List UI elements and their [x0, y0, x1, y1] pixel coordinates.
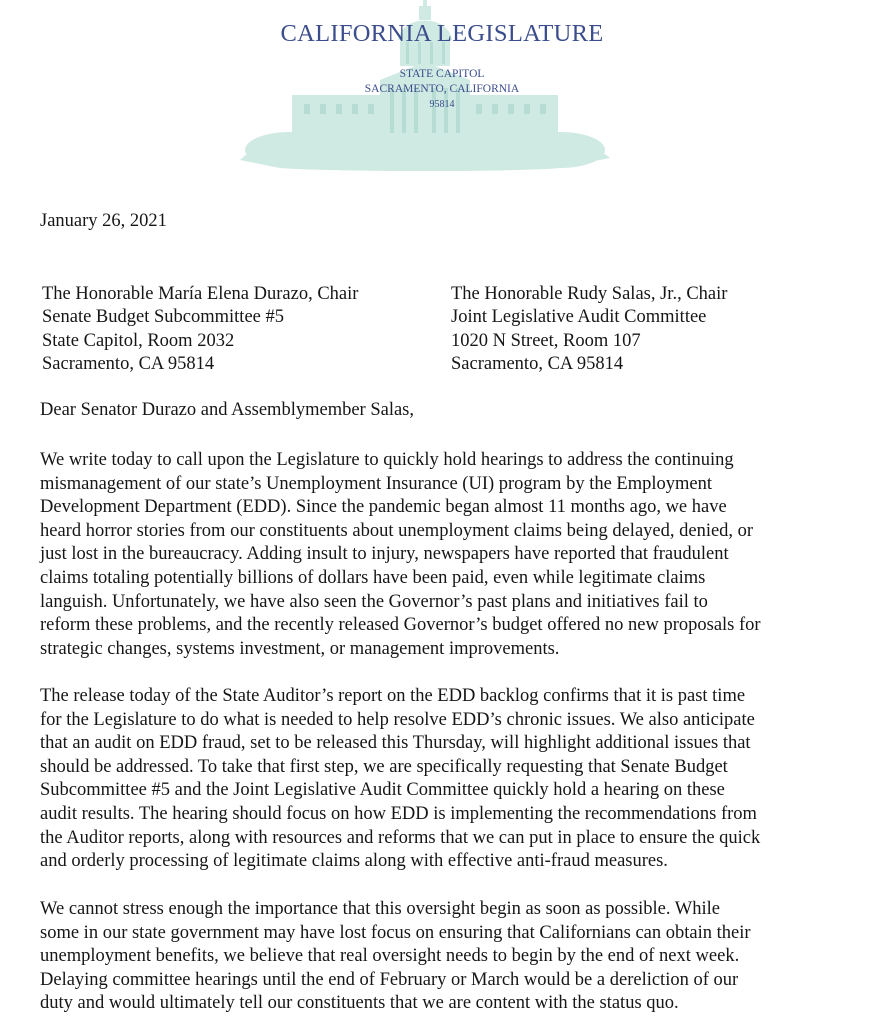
- paragraph-line: Development Department (EDD). Since the pandemic began almost 11 months ago, we have: [40, 497, 727, 518]
- paragraph-line: Delaying committee hearings until the end of February or March would be a dereliction of our: [40, 969, 739, 990]
- paragraph-line: and orderly processing of legitimate claims along with effective anti-fraud measures.: [40, 851, 668, 872]
- recipient-line: The Honorable María Elena Durazo, Chair: [42, 284, 359, 304]
- paragraph-line: for the Legislature to do what is needed to help resolve EDD’s chronic issues. We also anticipate: [40, 709, 755, 730]
- paragraph-line: some in our state government may have lost focus on ensuring that Californians can obtain their: [40, 922, 751, 943]
- paragraph-line: heard horror stories from our constituents about unemployment claims being delayed, denied, or: [40, 520, 754, 541]
- paragraph-line: mismanagement of our state’s Unemployment Insurance (UI) program by the Employment: [40, 473, 712, 494]
- paragraph-line: claims totaling potentially billions of dollars have been paid, even while legitimate claims: [40, 567, 706, 588]
- salutation: Dear Senator Durazo and Assemblymember Salas,: [40, 400, 415, 420]
- recipient-line: State Capitol, Room 2032: [42, 330, 235, 351]
- recipient-line: Joint Legislative Audit Committee: [451, 307, 707, 328]
- recipient-address-durazo: [42, 283, 358, 376]
- paragraph-line: that an audit on EDD fraud, set to be released this Thursday, will highlight additional issues that: [40, 733, 751, 754]
- paragraph-line: languish. Unfortunately, we have also seen the Governor’s past plans and initiatives fail to: [40, 591, 708, 612]
- recipient-line: Sacramento, CA 95814: [451, 353, 624, 374]
- paragraph-line: audit results. The hearing should focus on how EDD is implementing the recommendations from: [40, 803, 757, 824]
- letter-date: January 26, 2021: [40, 211, 167, 231]
- paragraph-line: We write today to call upon the Legislature to quickly hold hearings to address the continuing: [40, 450, 734, 470]
- paragraph-line: unemployment benefits, we believe that real oversight needs to begin by the end of next week.: [40, 946, 740, 967]
- recipient-line: The Honorable Rudy Salas, Jr., Chair: [451, 284, 728, 304]
- letterhead-title: CALIFORNIA LEGISLATURE: [280, 20, 604, 47]
- paragraph-line: strategic changes, systems investment, or management improvements.: [40, 638, 560, 659]
- body-paragraph: [40, 449, 870, 661]
- paragraph-line: Subcommittee #5 and the Joint Legislative Audit Committee quickly hold a hearing on these: [40, 780, 725, 801]
- recipient-line: Sacramento, CA 95814: [42, 353, 215, 374]
- recipient-address-salas: [451, 283, 727, 376]
- letterhead-address-line: STATE CAPITOL: [399, 68, 485, 80]
- paragraph-line: the Auditor reports, along with resources and reforms that we can put in place to ensure the quick: [40, 827, 761, 848]
- letterhead-zip: 95814: [429, 99, 455, 110]
- recipient-line: Senate Budget Subcommittee #5: [42, 307, 284, 328]
- letterhead: [0, 0, 878, 200]
- paragraph-line: should be addressed. To take that first step, we are specifically requesting that Senate Budget: [40, 756, 728, 777]
- paragraph-line: just lost in the bureaucracy. Adding insult to injury, newspapers have reported that fraudulent: [40, 544, 729, 565]
- paragraph-line: reform these problems, and the recently released Governor’s budget offered no new proposals for: [40, 615, 761, 636]
- letterhead-address-line: SACRAMENTO, CALIFORNIA: [364, 83, 520, 95]
- recipient-line: 1020 N Street, Room 107: [451, 330, 641, 351]
- paragraph-line: The release today of the State Auditor’s report on the EDD backlog confirms that it is past time: [40, 686, 746, 706]
- body-paragraph: [40, 685, 870, 874]
- body-paragraph: [40, 898, 870, 1016]
- paragraph-line: duty and would ultimately tell our constituents that we are content with the status quo.: [40, 993, 679, 1014]
- paragraph-line: We cannot stress enough the importance that this oversight begin as soon as possible. While: [40, 899, 720, 919]
